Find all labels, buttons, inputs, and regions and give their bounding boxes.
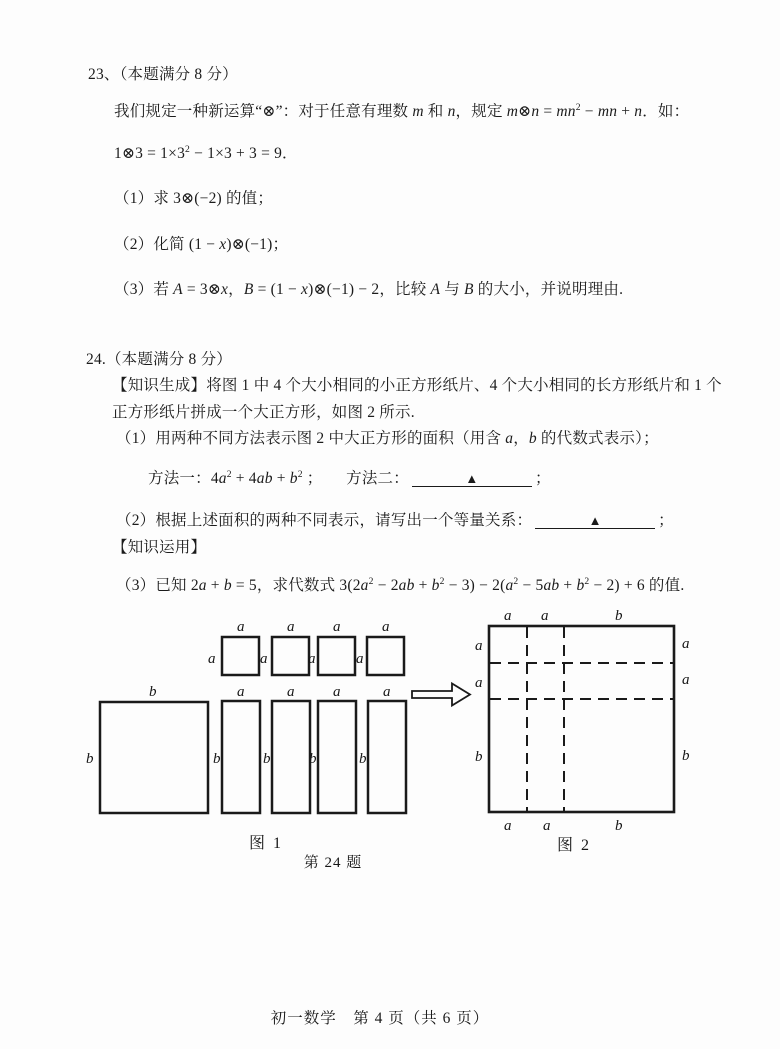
fig2-left-label-1: a: [475, 638, 483, 654]
fig1-small-square-2: [272, 637, 309, 675]
fig1-small-square-3: [318, 637, 355, 675]
fig1-sq4-top-label: a: [382, 619, 390, 635]
q23-part1: （1）求 3⊗(−2) 的值；: [114, 190, 274, 207]
fig1-big-square-left-label: b: [86, 751, 94, 767]
fig2-top-label-1: a: [504, 608, 512, 624]
fig1-sq4-left-label: a: [356, 651, 364, 667]
fig1-caption: 图 1: [248, 835, 284, 852]
fig1-rect3-left-label: b: [309, 751, 317, 767]
fig2-right-label-3: b: [682, 748, 690, 764]
fig2-top-label-2: a: [541, 608, 549, 624]
fig2-right-label-1: a: [682, 636, 690, 652]
fig2-top-label-3: b: [615, 608, 623, 624]
q24-figures: [80, 598, 700, 873]
fig1-big-square: [100, 702, 208, 813]
page-footer: 初一数学 第 4 页（共 6 页）: [270, 1010, 490, 1027]
q23-header: 23、（本题满分 8 分）: [88, 66, 238, 83]
fig1-small-square-4: [367, 637, 404, 675]
fig1-rect3-top-label: a: [333, 684, 341, 700]
fig1-rect-3: [318, 701, 356, 813]
fig1-small-square-1: [222, 637, 259, 675]
figure-group-caption: 第 24 题: [303, 855, 363, 871]
q24-part3: （3）已知 2a + b = 5，求代数式 $3(2a^2 - 2ab + b^2 - 3) - 2(a^2 - 5ab + b^2 - 2) + 6$ 的值.: [116, 575, 685, 594]
fig1-rect-1: [222, 701, 260, 813]
fig1-rect-2: [272, 701, 310, 813]
q23-intro: 我们规定一种新运算“⊗”：对于任意有理数 m 和 n，规定 m⊗n = $mn^2$ − mn + n．如：: [114, 101, 690, 120]
fig1-rect-4: [368, 701, 406, 813]
fig1-rect4-top-label: a: [383, 684, 391, 700]
q24-part2: （2）根据上述面积的两种不同表示，请写出一个等量关系： ▲ ；: [116, 512, 674, 529]
q24-header: 24.（本题满分 8 分）: [86, 351, 232, 368]
fig2-left-label-2: a: [475, 675, 483, 691]
fig1-rect1-left-label: b: [213, 751, 221, 767]
fig1-sq2-left-label: a: [260, 651, 268, 667]
fig2-bottom-label-1: a: [504, 818, 512, 834]
fig2-bottom-label-3: b: [615, 818, 623, 834]
fig1-sq3-top-label: a: [333, 619, 341, 635]
fig2-left-label-3: b: [475, 749, 483, 765]
q23-part2: （2）化简 (1 − x)⊗(−1)；: [114, 236, 289, 253]
fig1-rect2-top-label: a: [287, 684, 295, 700]
fig2-right-label-2: a: [682, 672, 690, 688]
answer-blank: ▲: [412, 472, 532, 487]
fig1-big-square-top-label: b: [149, 684, 157, 700]
q23-example: 1⊗3 = $1\times 3^2 - 1\times 3 + 3 = 9$．: [114, 143, 298, 162]
fig1-sq3-left-label: a: [308, 651, 316, 667]
q24-knowledge-gen-line1: 【知识生成】将图 1 中 4 个大小相同的小正方形纸片、4 个大小相同的长方形纸片和 1 个: [112, 377, 722, 394]
fig2-caption: 图 2: [556, 837, 592, 854]
q24-knowledge-apply-header: 【知识运用】: [112, 539, 207, 556]
fig1-rect4-left-label: b: [359, 751, 367, 767]
fig1-rect2-left-label: b: [263, 751, 271, 767]
answer-blank: ▲: [535, 514, 655, 529]
fig1-sq1-left-label: a: [208, 651, 216, 667]
q24-part1: （1）用两种不同方法表示图 2 中大正方形的面积（用含 a，b 的代数式表示）；: [116, 430, 659, 447]
transform-arrow-icon: [412, 684, 470, 706]
q24-methods-line: 方法一：$4a^2 + 4ab + b^2$ ； 方法二： ▲ ；: [148, 468, 551, 487]
q23-part3: （3）若 A = 3⊗x，B = (1 − x)⊗(−1) − 2，比较 A 与 B 的大小，并说明理由.: [114, 281, 624, 298]
fig1-rect1-top-label: a: [237, 684, 245, 700]
fig2-bottom-label-2: a: [543, 818, 551, 834]
q24-knowledge-gen-line2: 正方形纸片拼成一个大正方形，如图 2 所示.: [112, 404, 415, 421]
fig1-sq2-top-label: a: [287, 619, 295, 635]
fig1-sq1-top-label: a: [237, 619, 245, 635]
fig2-outer-square: [489, 626, 674, 812]
